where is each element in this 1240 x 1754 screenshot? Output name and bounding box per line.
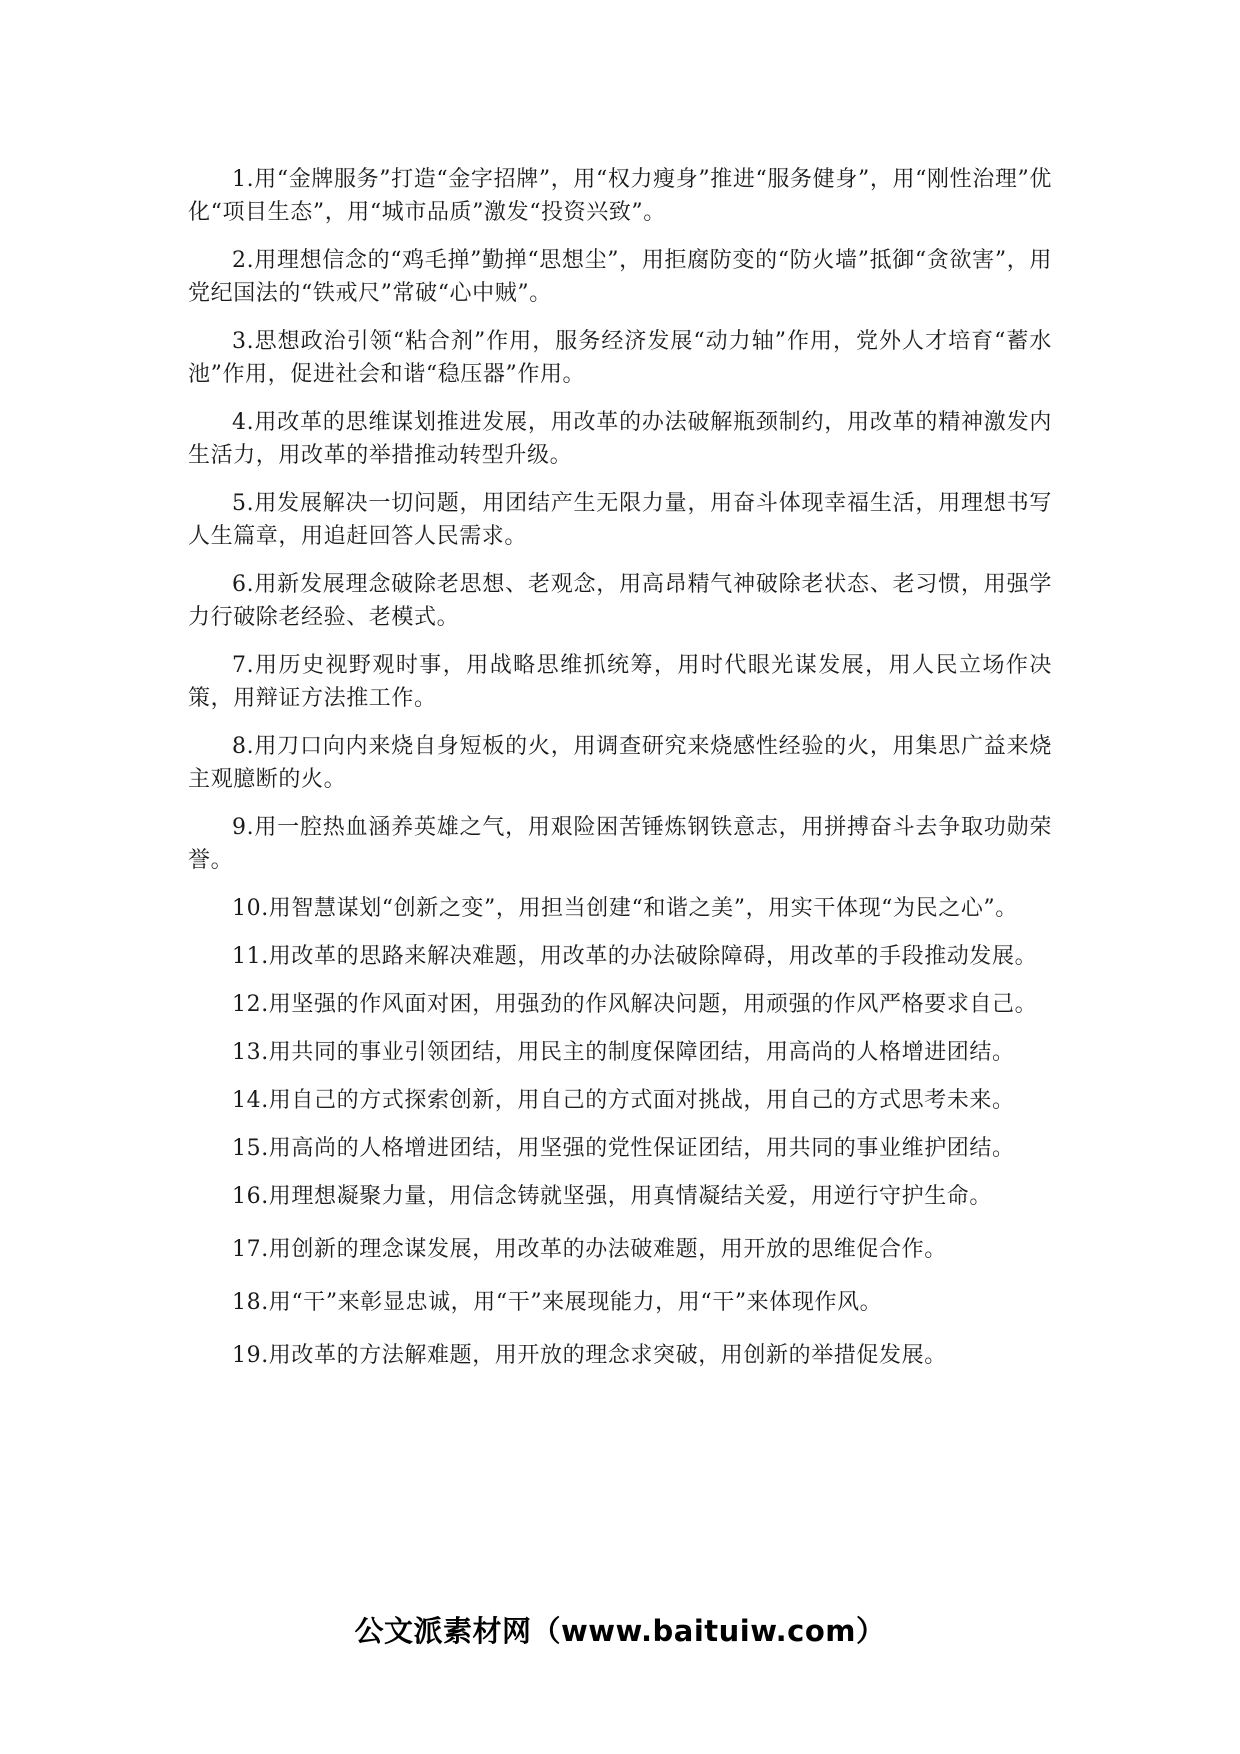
footer-watermark: 公文派素材网（www.baituiw.com）: [354, 1614, 886, 1648]
paragraph-14: 14.用自己的方式探索创新，用自己的方式面对挑战，用自己的方式思考未来。: [232, 1088, 1015, 1113]
paragraph-3: 3.思想政治引领“粘合剂”作用，服务经济发展“动力轴”作用，党外人才培育“蓄水池”作用，促进社会和谐“稳压器”作用。: [188, 329, 1052, 387]
paragraph-7: 7.用历史视野观时事，用战略思维抓统筹，用时代眼光谋发展，用人民立场作决策，用辩证方法推工作。: [188, 653, 1052, 711]
paragraph-18: 18.用“干”来彰显忠诚，用“干”来展现能力，用“干”来体现作风。: [232, 1290, 883, 1315]
paragraph-17: 17.用创新的理念谋发展，用改革的办法破难题，用开放的思维促合作。: [232, 1237, 947, 1262]
paragraph-6: 6.用新发展理念破除老思想、老观念，用高昂精气神破除老状态、老习惯，用强学力行破除老经验、老模式。: [188, 572, 1052, 630]
paragraph-5: 5.用发展解决一切问题，用团结产生无限力量，用奋斗体现幸福生活，用理想书写人生篇章，用追赶回答人民需求。: [188, 491, 1052, 549]
paragraph-16: 16.用理想凝聚力量，用信念铸就坚强，用真情凝结关爱，用逆行守护生命。: [232, 1184, 992, 1209]
paragraph-15: 15.用高尚的人格增进团结，用坚强的党性保证团结，用共同的事业维护团结。: [232, 1136, 1015, 1161]
paragraph-10: 10.用智慧谋划“创新之变”，用担当创建“和谐之美”，用实干体现“为民之心”。: [232, 896, 1018, 921]
paragraph-1: 1.用“金牌服务”打造“金字招牌”，用“权力瘦身”推进“服务健身”，用“刚性治理”优化“项目生态”，用“城市品质”激发“投资兴致”。: [188, 167, 1052, 225]
paragraph-8: 8.用刀口向内来烧自身短板的火，用调查研究来烧感性经验的火，用集思广益来烧主观臆断的火。: [188, 734, 1052, 792]
paragraph-4: 4.用改革的思维谋划推进发展，用改革的办法破解瓶颈制约，用改革的精神激发内生活力，用改革的举措推动转型升级。: [188, 410, 1052, 468]
document-body: [188, 163, 1052, 1392]
paragraph-13: 13.用共同的事业引领团结，用民主的制度保障团结，用高尚的人格增进团结。: [232, 1040, 1015, 1065]
paragraph-12: 12.用坚强的作风面对困，用强劲的作风解决问题，用顽强的作风严格要求自己。: [232, 992, 1038, 1017]
paragraph-11: 11.用改革的思路来解决难题，用改革的办法破除障碍，用改革的手段推动发展。: [232, 944, 1038, 969]
paragraph-19: 19.用改革的方法解难题，用开放的理念求突破，用创新的举措促发展。: [232, 1343, 947, 1368]
paragraph-9: 9.用一腔热血涵养英雄之气，用艰险困苦锤炼钢铁意志，用拼搏奋斗去争取功勋荣誉。: [188, 815, 1052, 873]
paragraph-2: 2.用理想信念的“鸡毛掸”勤掸“思想尘”，用拒腐防变的“防火墙”抵御“贪欲害”，用党纪国法的“铁戒尺”常破“心中贼”。: [188, 248, 1052, 306]
